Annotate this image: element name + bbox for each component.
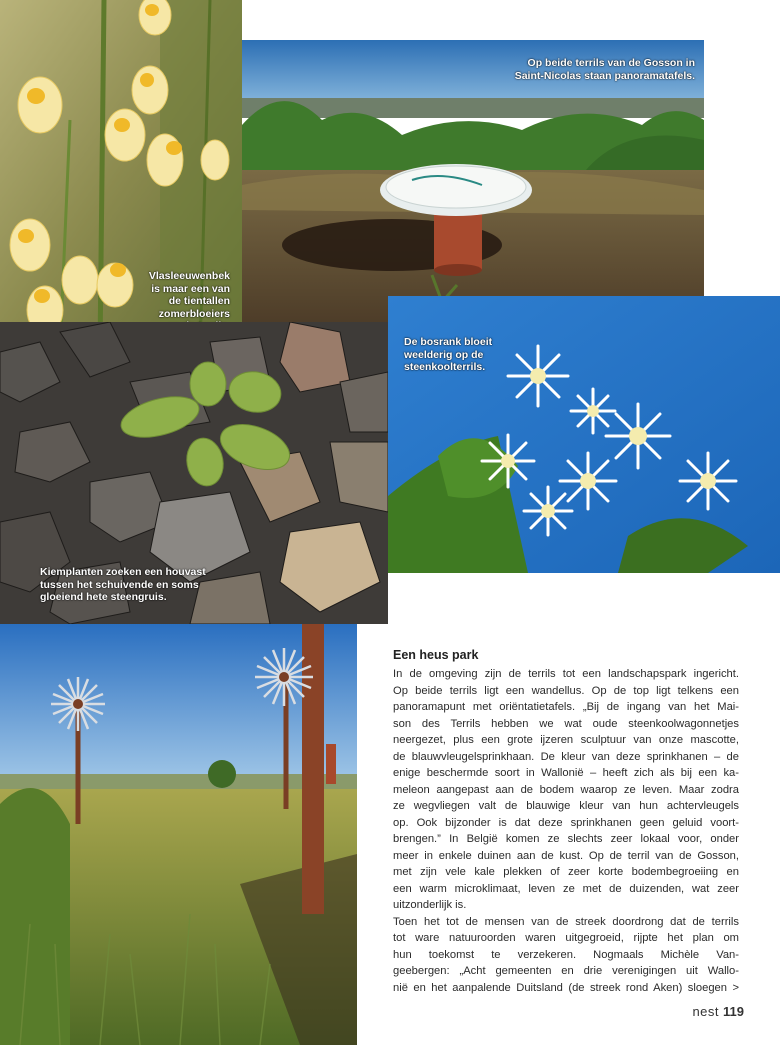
caption-line: de tientallen — [168, 295, 230, 307]
article-line: de blauwvleugelsprinkhaan. De kleur van deze sprinkhanen – de — [393, 750, 739, 763]
article-line: Toen het tot de mensen van de streek doordrong dat de terrils — [393, 915, 739, 928]
article — [393, 648, 739, 996]
article-line: Op beide terrils ligt een wandellus. Op de top ligt telkens een — [393, 684, 739, 697]
caption-line: steenkoolterrils. — [404, 361, 486, 373]
caption-line: Op beide terrils van de Gosson in — [527, 57, 695, 69]
page-number: 119 — [723, 1004, 744, 1019]
caption-line: Vlasleeuwenbek — [148, 270, 230, 282]
article-line: nië en het aanpalende Duitsland (de streek rond Aken) sloegen > — [393, 981, 739, 994]
article-line: uitzonderlijk is. — [393, 899, 467, 911]
caption-line: Saint-Nicolas staan panoramatafels. — [514, 69, 695, 82]
article-body — [393, 666, 739, 996]
article-heading: Een heus park — [393, 648, 479, 662]
caption-clematis — [404, 336, 492, 374]
caption-line: zomerbloeiers — [158, 307, 230, 320]
page-footer — [692, 1004, 744, 1019]
windmills-image — [0, 624, 357, 1045]
caption-line: De bosrank bloeit — [404, 336, 493, 348]
article-line: tot ware natuuroorden waren uitgegroeid, rijpte het plan om — [393, 932, 739, 944]
article-line: met zijn vele kale plekken of zeer korte bodembegroeiing en — [393, 866, 739, 878]
article-line: een warm microklimaat, leven ze met de duizenden, wat zeer — [393, 882, 739, 895]
magazine-brand: nest — [692, 1004, 720, 1019]
article-line: geebergen: „Acht gemeenten en drie verenigingen uit Wallo- — [393, 965, 739, 977]
caption-line: is maar een van — [151, 282, 230, 295]
article-line: op. Ook bijzonder is dat deze sprinkhanen geen geluid voort- — [393, 816, 739, 829]
article-line: meer in enkele duinen aan de kust. Op de terril van de Gosson, — [393, 849, 739, 862]
article-line: son des Terrils hebben we wat oude steenkoolwagonnetjes — [393, 717, 739, 730]
caption-line: Kiemplanten zoeken een houvast — [40, 566, 206, 578]
panorama-table-image — [242, 40, 704, 325]
caption-seedling — [40, 566, 206, 604]
caption-panorama-table — [470, 57, 695, 82]
photo-panorama-table — [242, 40, 704, 325]
article-line: hun toekomst te verzekeren. Nogmaals Michèle Van- — [393, 948, 739, 961]
article-line: enige beschermde soort in Wallonië – heeft zich als bij een ka- — [393, 767, 739, 779]
article-line: meleon aangepast aan de bodem waarop ze leven. Maar zodra — [393, 783, 739, 796]
photo-windmills — [0, 624, 357, 1045]
article-line: In de omgeving zijn de terrils tot een landschapspark ingericht. — [393, 668, 739, 680]
article-line: neergezet, plus een grote ijzeren sculptuur van onze mascotte, — [393, 734, 739, 746]
article-line: ze wegvliegen valt de blauwige kleur van hun achtervleugels — [393, 800, 739, 812]
caption-line: gloeiend hete steengruis. — [40, 591, 167, 603]
article-line: panoramapunt met oriëntatietafels. „Bij de ingang van het Mai- — [393, 701, 739, 713]
article-line: brengen.” In België komen ze slechts zeer lokaal voor, onder — [393, 833, 739, 845]
caption-line: tussen het schuivende en soms — [40, 578, 199, 591]
caption-line: weelderig op de — [404, 348, 484, 361]
